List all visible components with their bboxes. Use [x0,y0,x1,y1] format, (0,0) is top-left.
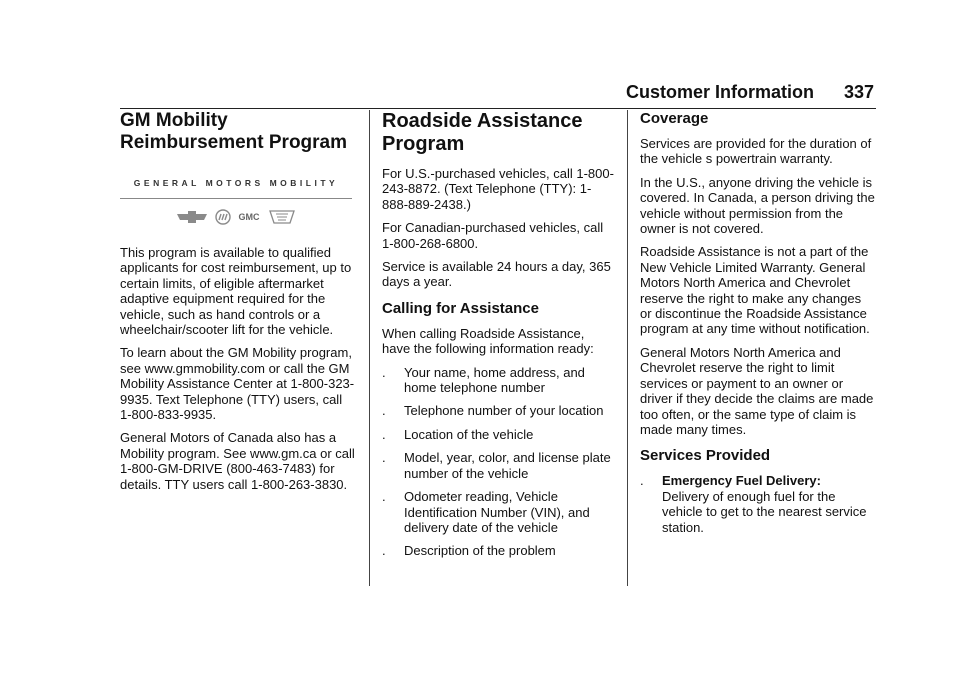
cadillac-logo-icon [268,210,296,224]
bullet-list [382,365,614,559]
column-left [120,110,356,500]
heading-gm-mobility: GM Mobility Reimbursement Program [120,110,348,153]
service-text: Delivery of enough fuel for the vehicle to get to the nearest service station. [662,488,867,535]
paragraph: For Canadian-purchased vehicles, call 1-800-268-6800. [382,220,604,251]
buick-logo-icon [215,209,231,225]
column-divider [369,110,370,586]
bullet-list [640,473,876,535]
list-item [382,365,614,396]
column-middle [382,110,614,567]
paragraph: Roadside Assistance is not a part of the New Vehicle Limited Warranty. General Motors North America and Chevrolet reserve the right to make any changes or discontinue the Roadside Assistance program at any time without notification. [640,244,870,337]
list-item-text: Odometer reading, Vehicle Identification Number (VIN), and delivery date of the vehicle [404,489,590,535]
paragraph: General Motors North America and Chevrolet reserve the right to limit services or payment to an owner or driver if they decide the claims are made too often, or the same type of claim is made many times. [640,344,874,437]
subheading-calling-assistance: Calling for Assistance [382,299,539,317]
bullet-marker: . [640,473,644,489]
bullet-marker: . [382,364,386,380]
list-item [382,403,614,418]
page-header [120,82,876,109]
gmc-logo: GMC [238,212,260,222]
section-title: Customer Information [625,82,814,102]
brand-logos [120,209,352,225]
logo-wordmark: GENERAL MOTORS MOBILITY [133,178,339,188]
list-item [382,427,614,442]
paragraph: General Motors of Canada also has a Mobility program. See www.gm.ca or call 1-800-GM-DRIVE (800-463-7483) for details. TTY users call 1-800-263-3830. [120,430,355,492]
gm-mobility-logo [120,178,352,225]
paragraph: Services are provided for the duration of the vehicle s powertrain warranty. [640,136,872,167]
heading-coverage: Coverage [640,110,709,127]
bullet-marker: . [382,403,386,419]
bullet-marker: . [382,489,386,505]
list-item [382,489,614,535]
list-item [640,473,876,535]
list-item-text: Model, year, color, and license plate number of the vehicle [404,450,611,481]
paragraph: Service is available 24 hours a day, 365 days a year. [382,259,611,290]
heading-roadside-assistance: Roadside Assistance Program [382,110,583,155]
paragraph: When calling Roadside Assistance, have the following information ready: [382,325,594,357]
list-item-text: Telephone number of your location [404,403,604,419]
logo-divider [120,198,352,199]
list-item [382,450,614,481]
paragraph: This program is available to qualified applicants for cost reimbursement, up to certain limits, of eligible aftermarket adaptive equipment required for the vehicle, such as hand controls or a wheelchair/scooter lift for the vehicle. [120,245,352,338]
list-item [382,543,614,558]
list-item-text: Location of the vehicle [404,426,534,442]
paragraph: In the U.S., anyone driving the vehicle is covered. In Canada, a person driving the vehicle without permission from the owner is not covered. [640,174,875,237]
bullet-marker: . [382,426,386,442]
subheading-services-provided: Services Provided [640,447,771,465]
bullet-marker: . [382,543,386,559]
page-number: 337 [843,82,874,102]
chevrolet-logo-icon [177,211,207,223]
column-divider [627,110,628,586]
column-right [640,110,876,543]
paragraph: To learn about the GM Mobility program, see www.gmmobility.com or call the GM Mobility Assistance Center at 1-800-323-9935. Text Telephone (TTY) users, call 1-800-833-9935. [120,345,355,423]
list-item-text: Description of the problem [404,543,556,559]
list-item-text: Your name, home address, and home telephone number [404,364,585,396]
service-label: Emergency Fuel Delivery: [662,473,821,489]
bullet-marker: . [382,450,386,466]
paragraph: For U.S.-purchased vehicles, call 1-800-243-8872. (Text Telephone (TTY): 1-888-889-2438.) [382,166,614,212]
